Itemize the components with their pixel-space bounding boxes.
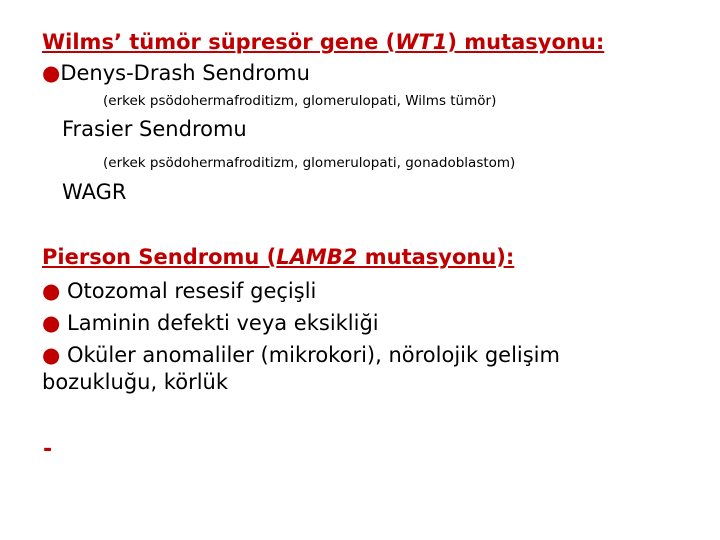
lamb2-item-2-label: Laminin defekti veya eksikliği — [67, 311, 379, 335]
lamb2-item-3-continuation: bozukluğu, körlük — [42, 370, 229, 394]
frasier-label: Frasier Sendromu — [62, 117, 247, 141]
bullet-icon: ● — [42, 343, 61, 367]
lamb2-item-1 — [42, 279, 316, 303]
wt1-heading — [42, 30, 604, 54]
lamb2-item-3 — [42, 343, 560, 367]
bullet-icon: ● — [42, 279, 61, 303]
denys-drash-item — [42, 61, 310, 85]
wagr-label: WAGR — [62, 180, 127, 204]
lamb2-heading-post: mutasyonu): — [357, 245, 515, 269]
lamb2-item-1-label: Otozomal resesif geçişli — [67, 279, 317, 303]
denys-drash-label: Denys-Drash Sendromu — [60, 61, 310, 85]
trailing-dash: - — [43, 437, 53, 462]
bullet-icon: ● — [42, 311, 61, 335]
lamb2-heading-pre: Pierson Sendromu ( — [42, 245, 277, 269]
bullet-icon: ● — [42, 61, 61, 85]
wt1-heading-pre: Wilms’ tümör süpresör gene ( — [42, 30, 396, 54]
frasier-note: (erkek psödohermafroditizm, glomerulopati, gonadoblastom) — [103, 155, 516, 171]
lamb2-item-2 — [42, 311, 379, 335]
lamb2-heading — [42, 245, 514, 269]
lamb2-heading-gene: LAMB2 — [276, 245, 358, 269]
denys-drash-note: (erkek psödohermafroditizm, glomerulopati, Wilms tümör) — [103, 93, 497, 109]
lamb2-item-3-label: Oküler anomaliler (mikrokori), nörolojik gelişim — [67, 343, 560, 367]
wt1-heading-post: ) mutasyonu: — [447, 30, 605, 54]
wt1-heading-gene: WT1 — [395, 30, 448, 54]
